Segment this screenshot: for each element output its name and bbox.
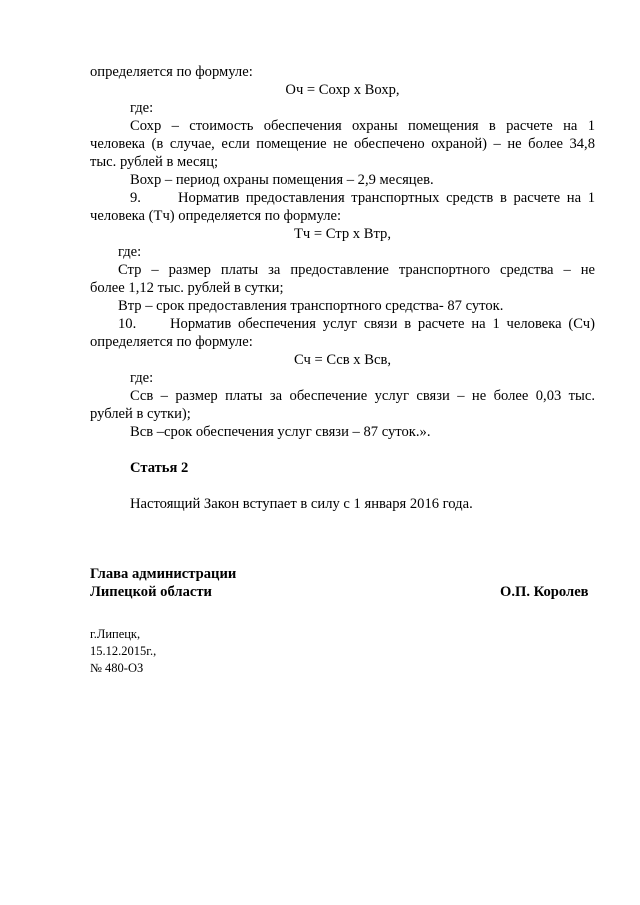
article-text: Настоящий Закон вступает в силу с 1 января 2016 года. [130,496,473,512]
text-line: человека (в случае, если помещение не обеспечено охраной) – не более 34,8 [90,136,595,152]
signature-title: Липецкой области [90,584,212,600]
text-line: Стр – размер платы за предоставление транспортного средства – не [118,262,595,278]
text-line: Вохр – период охраны помещения – 2,9 месяцев. [130,172,434,188]
text-line: человека (Тч) определяется по формуле: [90,208,342,224]
text-line: более 1,12 тыс. рублей в сутки; [90,280,284,296]
law-number: № 480-ОЗ [90,661,144,675]
text-line: Втр – срок предоставления транспортного средства- 87 суток. [118,298,504,314]
article-heading: Статья 2 [130,460,189,476]
item-number: 9. [130,190,141,206]
formula-ohrana: Оч = Сохр х Вохр, [285,82,400,98]
formula-transport: Тч = Стр х Втр, [293,226,391,242]
signature-title: Глава администрации [90,566,237,582]
item-number: 10. [118,316,137,332]
text-line: где: [118,244,142,260]
text-line: Норматив обеспечения услуг связи в расчете на 1 человека (Сч) [170,316,595,332]
signature-name: О.П. Королев [500,584,589,600]
text-line: Ссв – размер платы за обеспечение услуг связи – не более 0,03 тыс. [130,388,595,404]
text-line: Сохр – стоимость обеспечения охраны помещения в расчете на 1 [130,118,595,134]
formula-svyaz: Сч = Ссв х Всв, [293,352,392,368]
text-line: Всв –срок обеспечения услуг связи – 87 суток.». [130,424,431,440]
text-line: тыс. рублей в месяц; [90,154,219,170]
date: 15.12.2015г., [90,644,157,658]
text-line: определяется по формуле: [90,64,253,80]
place: г.Липецк, [90,627,141,641]
text-line: где: [130,100,154,116]
text-line: рублей в сутки); [90,406,191,422]
text-line: где: [130,370,154,386]
text-line: определяется по формуле: [90,334,253,350]
text-line: Норматив предоставления транспортных средств в расчете на 1 [178,190,595,206]
